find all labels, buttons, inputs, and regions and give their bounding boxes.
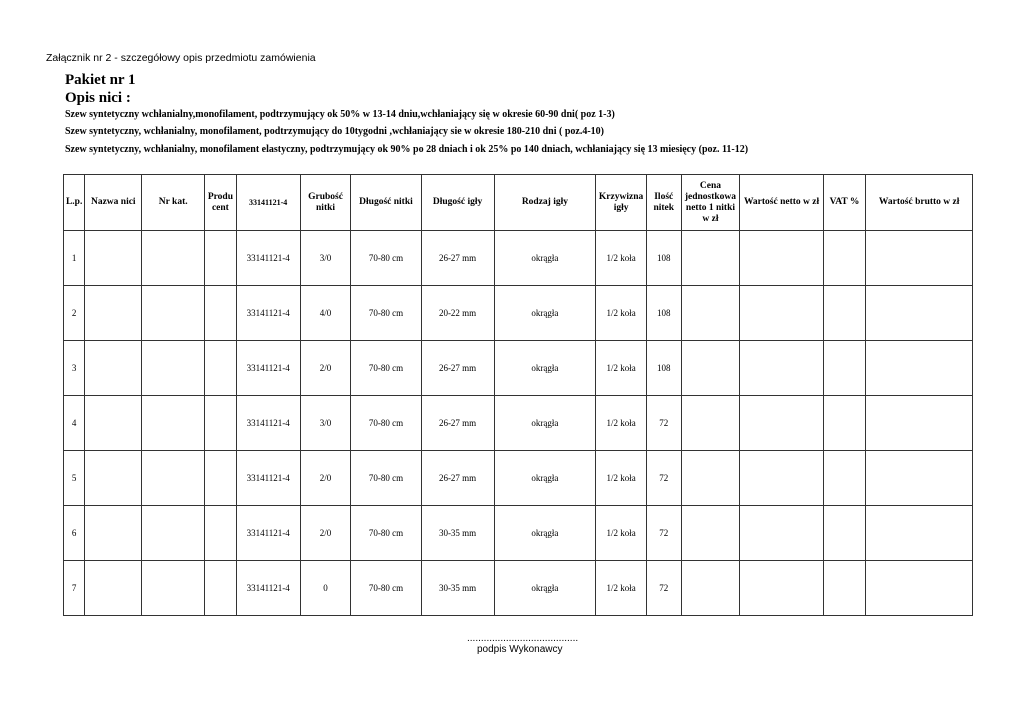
cell-nr-kat[interactable] — [142, 451, 205, 506]
cell-lp: 4 — [64, 396, 85, 451]
cell-lp: 5 — [64, 451, 85, 506]
cell-cena[interactable] — [681, 506, 740, 561]
cell-nazwa-nici[interactable] — [85, 341, 142, 396]
cell-dlugosc-nitki: 70-80 cm — [351, 341, 421, 396]
cell-producent[interactable] — [205, 561, 236, 616]
cell-nazwa-nici[interactable] — [85, 451, 142, 506]
cell-grubosc: 3/0 — [300, 231, 351, 286]
header-dlugosc-igly: Długość igły — [421, 175, 494, 231]
cell-cpv: 33141121-4 — [236, 286, 300, 341]
cell-nr-kat[interactable] — [142, 561, 205, 616]
cell-grubosc: 0 — [300, 561, 351, 616]
header-wartosc-netto: Wartość netto w zł — [740, 175, 823, 231]
cell-cena[interactable] — [681, 396, 740, 451]
cell-lp: 1 — [64, 231, 85, 286]
cell-dlugosc-igly: 20-22 mm — [421, 286, 494, 341]
cell-nr-kat[interactable] — [142, 396, 205, 451]
cell-lp: 6 — [64, 506, 85, 561]
cell-rodzaj-igly: okrągła — [494, 286, 596, 341]
cell-lp: 3 — [64, 341, 85, 396]
cell-krzywizna: 1/2 koła — [596, 231, 647, 286]
header-vat: VAT % — [823, 175, 866, 231]
cell-ilosc: 72 — [646, 396, 681, 451]
table-row — [64, 451, 973, 506]
cell-nr-kat[interactable] — [142, 341, 205, 396]
cell-krzywizna: 1/2 koła — [596, 341, 647, 396]
cell-dlugosc-igly: 30-35 mm — [421, 506, 494, 561]
attachment-title: Załącznik nr 2 - szczegółowy opis przedmiotu zamówienia — [46, 52, 316, 64]
cell-ilosc: 108 — [646, 341, 681, 396]
cell-wartosc-brutto[interactable] — [866, 231, 973, 286]
cell-nazwa-nici[interactable] — [85, 506, 142, 561]
cell-krzywizna: 1/2 koła — [596, 396, 647, 451]
signature-label: podpis Wykonawcy — [477, 644, 563, 655]
cell-dlugosc-igly: 26-27 mm — [421, 396, 494, 451]
header-producent: Produ cent — [205, 175, 236, 231]
cell-wartosc-brutto[interactable] — [866, 451, 973, 506]
cell-nazwa-nici[interactable] — [85, 561, 142, 616]
cell-cpv: 33141121-4 — [236, 231, 300, 286]
header-ilosc: Ilość nitek — [646, 175, 681, 231]
cell-vat[interactable] — [823, 341, 866, 396]
cell-wartosc-netto[interactable] — [740, 396, 823, 451]
cell-vat[interactable] — [823, 451, 866, 506]
cell-wartosc-brutto[interactable] — [866, 561, 973, 616]
cell-cena[interactable] — [681, 286, 740, 341]
table-header-row — [64, 175, 973, 231]
cell-wartosc-netto[interactable] — [740, 341, 823, 396]
cell-cpv: 33141121-4 — [236, 561, 300, 616]
header-nazwa-nici: Nazwa nici — [85, 175, 142, 231]
cell-nr-kat[interactable] — [142, 231, 205, 286]
cell-cpv: 33141121-4 — [236, 506, 300, 561]
cell-dlugosc-nitki: 70-80 cm — [351, 561, 421, 616]
cell-cena[interactable] — [681, 451, 740, 506]
cell-dlugosc-igly: 26-27 mm — [421, 231, 494, 286]
cell-lp: 7 — [64, 561, 85, 616]
cell-wartosc-netto[interactable] — [740, 506, 823, 561]
cell-dlugosc-nitki: 70-80 cm — [351, 396, 421, 451]
header-dlugosc-nitki: Długość nitki — [351, 175, 421, 231]
cell-vat[interactable] — [823, 506, 866, 561]
cell-dlugosc-nitki: 70-80 cm — [351, 451, 421, 506]
cell-wartosc-brutto[interactable] — [866, 286, 973, 341]
cell-wartosc-brutto[interactable] — [866, 341, 973, 396]
cell-producent[interactable] — [205, 451, 236, 506]
cell-dlugosc-igly: 30-35 mm — [421, 561, 494, 616]
cell-producent[interactable] — [205, 231, 236, 286]
cell-rodzaj-igly: okrągła — [494, 396, 596, 451]
cell-cena[interactable] — [681, 341, 740, 396]
cell-ilosc: 108 — [646, 286, 681, 341]
cell-rodzaj-igly: okrągła — [494, 231, 596, 286]
cell-ilosc: 72 — [646, 561, 681, 616]
header-krzywizna: Krzywizna igły — [596, 175, 647, 231]
cell-nazwa-nici[interactable] — [85, 396, 142, 451]
cell-grubosc: 4/0 — [300, 286, 351, 341]
cell-krzywizna: 1/2 koła — [596, 561, 647, 616]
cell-rodzaj-igly: okrągła — [494, 451, 596, 506]
cell-nazwa-nici[interactable] — [85, 231, 142, 286]
table-row — [64, 506, 973, 561]
cell-wartosc-brutto[interactable] — [866, 396, 973, 451]
header-wartosc-brutto: Wartość brutto w zł — [866, 175, 973, 231]
cell-krzywizna: 1/2 koła — [596, 506, 647, 561]
signature-line: ........................................ — [467, 633, 579, 644]
cell-dlugosc-nitki: 70-80 cm — [351, 506, 421, 561]
cell-nr-kat[interactable] — [142, 506, 205, 561]
cell-wartosc-netto[interactable] — [740, 231, 823, 286]
cell-nr-kat[interactable] — [142, 286, 205, 341]
header-cpv: 33141121-4 — [236, 175, 300, 231]
cell-wartosc-brutto[interactable] — [866, 506, 973, 561]
cell-producent[interactable] — [205, 396, 236, 451]
cell-producent[interactable] — [205, 506, 236, 561]
cell-lp: 2 — [64, 286, 85, 341]
cell-krzywizna: 1/2 koła — [596, 451, 647, 506]
description-line-3: Szew syntetyczny, wchłanialny, monofilament elastyczny, podtrzymujący ok 90% po 28 dniach i ok 25% po 140 dniach, wchłaniający się 13 miesięcy (poz. 11-12) — [65, 144, 749, 155]
cell-ilosc: 72 — [646, 506, 681, 561]
cell-vat[interactable] — [823, 561, 866, 616]
cell-dlugosc-nitki: 70-80 cm — [351, 286, 421, 341]
offer-table — [63, 174, 973, 616]
cell-wartosc-netto[interactable] — [740, 561, 823, 616]
description-title: Opis nici : — [65, 90, 131, 106]
table-row — [64, 396, 973, 451]
cell-ilosc: 72 — [646, 451, 681, 506]
cell-cpv: 33141121-4 — [236, 341, 300, 396]
cell-cpv: 33141121-4 — [236, 396, 300, 451]
cell-grubosc: 2/0 — [300, 506, 351, 561]
cell-nazwa-nici[interactable] — [85, 286, 142, 341]
description-line-2: Szew syntetyczny, wchłanialny, monofilament, podtrzymujący do 10tygodni ,wchłaniający sie w okresie 180-210 dni ( poz.4-10) — [65, 126, 604, 137]
cell-dlugosc-igly: 26-27 mm — [421, 341, 494, 396]
cell-wartosc-netto[interactable] — [740, 286, 823, 341]
cell-vat[interactable] — [823, 231, 866, 286]
header-grubosc: Grubość nitki — [300, 175, 351, 231]
table-row — [64, 231, 973, 286]
cell-dlugosc-igly: 26-27 mm — [421, 451, 494, 506]
package-title: Pakiet nr 1 — [65, 72, 136, 88]
cell-cpv: 33141121-4 — [236, 451, 300, 506]
table-row — [64, 561, 973, 616]
cell-rodzaj-igly: okrągła — [494, 506, 596, 561]
cell-grubosc: 2/0 — [300, 451, 351, 506]
cell-vat[interactable] — [823, 396, 866, 451]
cell-ilosc: 108 — [646, 231, 681, 286]
cell-dlugosc-nitki: 70-80 cm — [351, 231, 421, 286]
table-row — [64, 286, 973, 341]
cell-grubosc: 2/0 — [300, 341, 351, 396]
cell-rodzaj-igly: okrągła — [494, 561, 596, 616]
cell-vat[interactable] — [823, 286, 866, 341]
cell-producent[interactable] — [205, 286, 236, 341]
cell-grubosc: 3/0 — [300, 396, 351, 451]
cell-cena[interactable] — [681, 561, 740, 616]
description-line-1: Szew syntetyczny wchłanialny,monofilament, podtrzymujący ok 50% w 13-14 dniu,wchłaniający się w okresie 60-90 dni( poz 1-3) — [65, 109, 615, 120]
cell-cena[interactable] — [681, 231, 740, 286]
cell-rodzaj-igly: okrągła — [494, 341, 596, 396]
header-nr-kat: Nr kat. — [142, 175, 205, 231]
table-row — [64, 341, 973, 396]
cell-producent[interactable] — [205, 341, 236, 396]
header-lp: L.p. — [64, 175, 85, 231]
cell-krzywizna: 1/2 koła — [596, 286, 647, 341]
header-rodzaj-igly: Rodzaj igły — [494, 175, 596, 231]
header-cena: Cena jednostkowa netto 1 nitki w zł — [681, 175, 740, 231]
cell-wartosc-netto[interactable] — [740, 451, 823, 506]
